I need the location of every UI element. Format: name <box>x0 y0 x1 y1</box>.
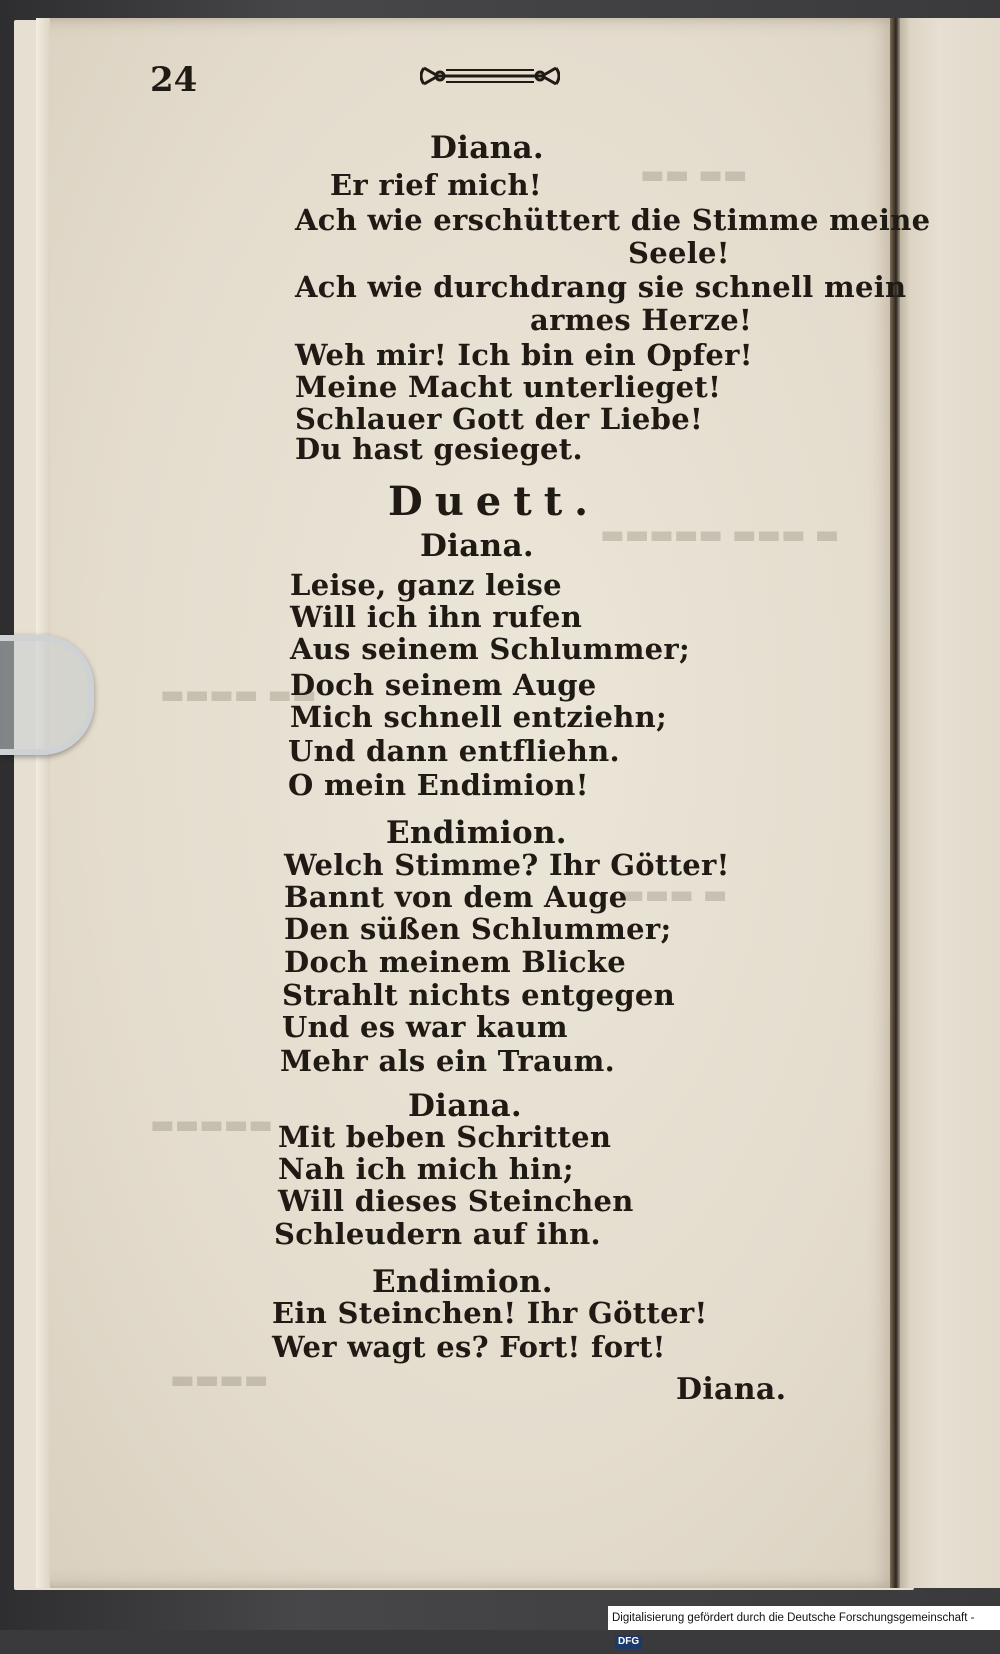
section-heading: Duett. <box>388 478 601 525</box>
verse-line: O mein Endimion! <box>288 768 589 802</box>
speaker-name: Diana. <box>408 1088 522 1124</box>
verse-line: Mich schnell entziehn; <box>290 700 668 734</box>
verse-line: Will dieses Steinchen <box>278 1184 634 1218</box>
speaker-name: Diana. <box>430 130 544 166</box>
show-through: ▬▬ ▬▬ <box>640 160 748 190</box>
show-through: ▬▬▬▬ <box>170 1365 269 1395</box>
page-edge <box>36 18 50 1588</box>
verse-line: Welch Stimme? Ihr Götter! <box>284 848 730 882</box>
page-number: 24 <box>150 60 198 100</box>
verse-line: Ein Steinchen! Ihr Götter! <box>272 1296 708 1330</box>
verse-line: Seele! <box>628 236 730 270</box>
verse-line: Mehr als ein Traum. <box>280 1044 615 1078</box>
speaker-name: Endimion. <box>372 1264 553 1300</box>
verse-line: Weh mir! Ich bin ein Opfer! <box>295 338 753 372</box>
speaker-name: Endimion. <box>386 815 567 851</box>
show-through: ▬▬▬ ▬ <box>620 880 728 910</box>
verse-line: Und es war kaum <box>282 1010 568 1044</box>
digitization-footer <box>608 1606 1000 1647</box>
verse-line: Und dann entfliehn. <box>288 734 620 768</box>
dfg-logo: DFG <box>615 1635 642 1649</box>
page-clip <box>0 635 94 755</box>
verse-line: Schlauer Gott der Liebe! <box>295 402 704 436</box>
show-through: ▬▬▬▬▬ ▬▬▬ ▬ <box>600 520 840 550</box>
verse-line: Ach wie erschüttert die Stimme meine <box>295 203 931 237</box>
verse-line: Bannt von dem Auge <box>284 880 628 914</box>
verse-line: Er rief mich! <box>330 168 542 202</box>
verse-line: Leise, ganz leise <box>290 568 562 602</box>
verse-line: Den süßen Schlummer; <box>284 912 672 946</box>
verse-line: Wer wagt es? Fort! fort! <box>272 1330 666 1364</box>
verse-line: Mit beben Schritten <box>278 1120 612 1154</box>
verse-line: Du hast gesieget. <box>295 432 583 466</box>
verse-line: Ach wie durchdrang sie schnell mein <box>295 270 907 304</box>
speaker-name: Diana. <box>420 528 534 564</box>
show-through: ▬▬▬▬ ▬▬ <box>160 680 317 710</box>
verse-line: Nah ich mich hin; <box>278 1152 574 1186</box>
verse-line: Doch meinem Blicke <box>284 945 626 979</box>
facing-page <box>898 18 1000 1588</box>
catchword: Diana. <box>676 1372 787 1407</box>
book-gutter <box>890 18 900 1588</box>
verse-line: Meine Macht unterlieget! <box>295 370 722 404</box>
verse-line: Strahlt nichts entgegen <box>282 978 676 1012</box>
ornament-icon <box>420 58 560 94</box>
verse-line: Aus seinem Schlummer; <box>290 632 691 666</box>
verse-line: armes Herze! <box>530 303 753 337</box>
footer-credit: Digitalisierung gefördert durch die Deutsche Forschungsgemeinschaft - <box>612 1612 975 1624</box>
verse-line: Will ich ihn rufen <box>290 600 583 634</box>
show-through: ▬▬▬▬▬ <box>150 1110 273 1140</box>
verse-line: Schleudern auf ihn. <box>274 1217 601 1251</box>
verse-line: Doch seinem Auge <box>290 668 597 702</box>
